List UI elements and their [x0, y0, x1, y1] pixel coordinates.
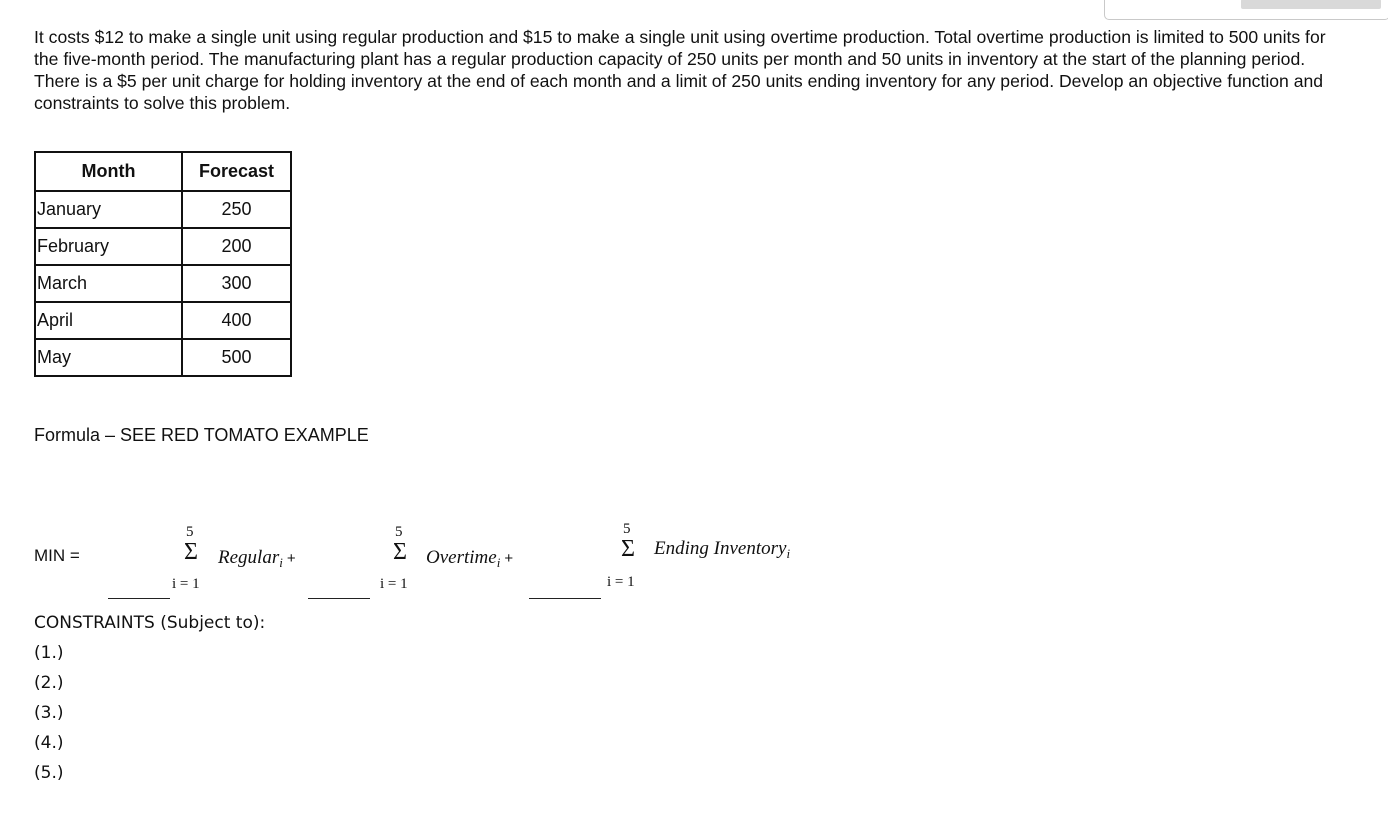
- forecast-cell: 500: [182, 339, 291, 376]
- top-right-widget: [1104, 0, 1388, 20]
- constraint-item: (1.): [34, 643, 64, 663]
- coefficient-blank-overtime[interactable]: [308, 598, 370, 599]
- sigma-icon: Σ: [393, 539, 407, 565]
- sum-lower-limit: i = 1: [172, 576, 200, 592]
- variable-subscript: i: [496, 555, 501, 570]
- variable-name: Ending Inventory: [654, 538, 787, 559]
- forecast-cell: 200: [182, 228, 291, 265]
- sigma-icon: Σ: [621, 536, 635, 562]
- sum-upper-limit: 5: [186, 524, 194, 540]
- month-cell: February: [35, 228, 182, 265]
- plus-operator: +: [286, 550, 296, 567]
- constraint-item: (5.): [34, 763, 64, 783]
- constraints-heading: CONSTRAINTS (Subject to):: [34, 613, 266, 633]
- table-row: [35, 339, 291, 376]
- forecast-table: [34, 151, 292, 377]
- forecast-header: Forecast: [182, 152, 291, 191]
- constraint-item: (4.): [34, 733, 64, 753]
- table-row: [35, 302, 291, 339]
- month-cell: May: [35, 339, 182, 376]
- coefficient-blank-ending-inventory[interactable]: [529, 598, 601, 599]
- sum-upper-limit: 5: [395, 524, 403, 540]
- variable-name: Overtime: [426, 547, 497, 568]
- month-cell: January: [35, 191, 182, 228]
- problem-statement: It costs $12 to make a single unit using regular production and $15 to make a single unit using overtime production. Total overtime production is limited to 500 units for the five-month period. The manufacturing plant has a regular production capacity of 250 units per month and 50 units in inventory at the start of the planning period. There is a $5 per unit charge for holding inventory at the end of each month and a limit of 250 units ending inventory for any period. Develop an objective function and constraints to solve this problem.: [34, 27, 1326, 113]
- sum-lower-limit: i = 1: [380, 576, 408, 592]
- constraint-item: (3.): [34, 703, 64, 723]
- month-cell: April: [35, 302, 182, 339]
- regular-variable: [218, 547, 296, 571]
- constraint-item: (2.): [34, 673, 64, 693]
- month-header: Month: [35, 152, 182, 191]
- month-cell: March: [35, 265, 182, 302]
- coefficient-blank-regular[interactable]: [108, 598, 170, 599]
- formula-note: Formula – SEE RED TOMATO EXAMPLE: [34, 425, 369, 445]
- table-row: [35, 265, 291, 302]
- top-right-bar: [1241, 0, 1381, 9]
- forecast-cell: 250: [182, 191, 291, 228]
- table-row: [35, 228, 291, 265]
- table-header-row: [35, 152, 291, 191]
- sum-lower-limit: i = 1: [607, 574, 635, 590]
- plus-operator: +: [504, 550, 514, 567]
- forecast-cell: 400: [182, 302, 291, 339]
- constraints-section: [34, 608, 265, 788]
- table-row: [35, 191, 291, 228]
- overtime-variable: [426, 547, 513, 571]
- variable-subscript: i: [786, 546, 791, 561]
- forecast-cell: 300: [182, 265, 291, 302]
- sigma-icon: Σ: [184, 539, 198, 565]
- variable-name: Regular: [218, 547, 280, 568]
- objective-label: MIN =: [34, 546, 80, 565]
- variable-subscript: i: [279, 555, 283, 570]
- sum-upper-limit: 5: [623, 521, 631, 537]
- ending-inventory-variable: [654, 538, 794, 562]
